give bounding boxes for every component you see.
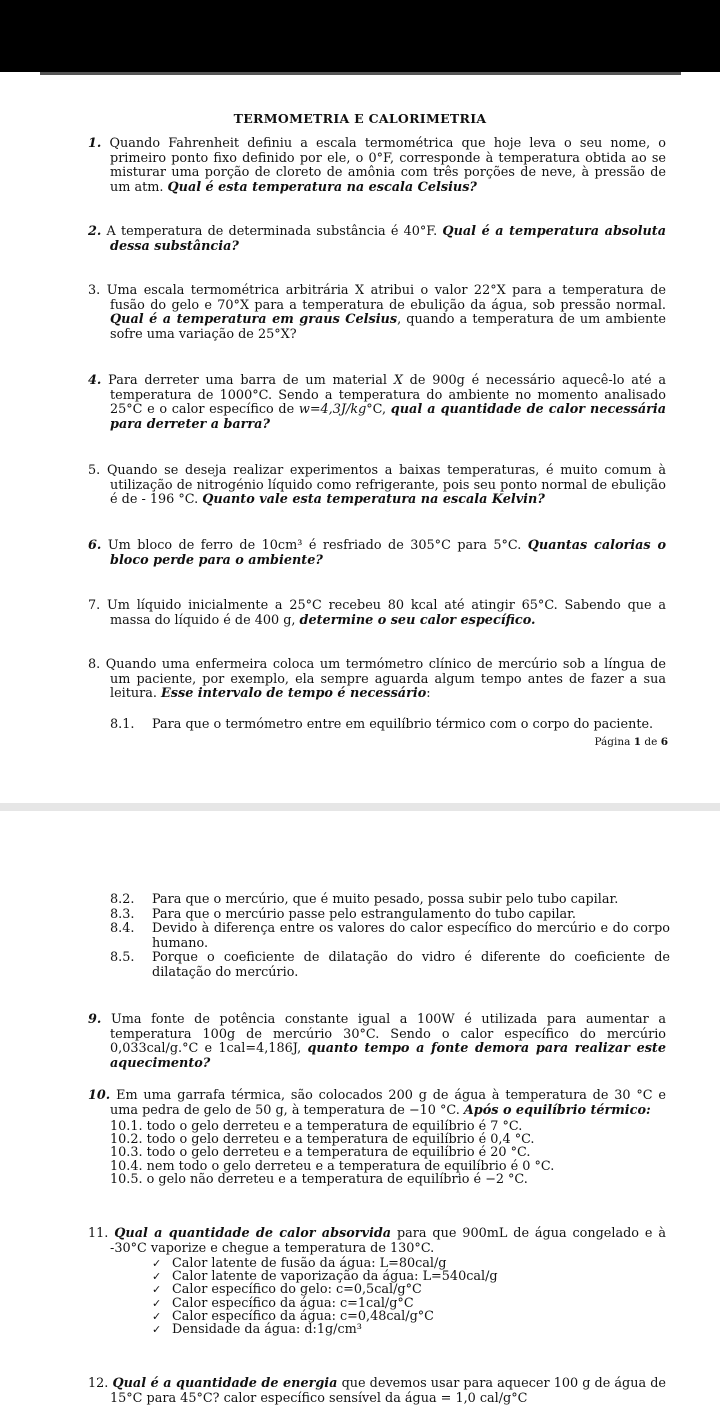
footer-label: Página xyxy=(594,736,631,748)
question-prompt: qual a quantidade de calor necessária para derreter a barra? xyxy=(110,402,667,432)
question-prompt: Qual é esta temperatura na escala Celsius? xyxy=(167,179,477,195)
question-prompt: Esse intervalo de tempo é necessário xyxy=(161,686,427,702)
question-number: 10. xyxy=(88,1088,111,1103)
list-item xyxy=(110,951,670,980)
question-text: Quando uma enfermeira coloca um termómetro clínico de mercúrio sob a língua de um paciente, por exemplo, ela sempre aguarda algum tempo antes de fazer a sua leitura. xyxy=(105,657,666,702)
question-text: para que 900mL de água congelado e à -30°C vaporize e chegue a temperatura de 130°C. xyxy=(110,1226,666,1256)
question-text: Em uma garrafa térmica, são colocados 200 g de água à temperatura de 30 °C e uma pedra de gelo de 50 g, à temperatura de −10 °C. xyxy=(110,1088,666,1118)
question-8 xyxy=(88,658,666,702)
question-number: 9. xyxy=(88,1012,102,1027)
question-colon: : xyxy=(426,686,431,702)
question-prompt: determine o seu calor específico. xyxy=(299,612,536,628)
question-prompt: Qual é a temperatura em graus Celsius xyxy=(110,312,398,328)
document-page-2 xyxy=(0,811,720,1427)
option-text: Para que o termómetro entre em equilíbrio térmico com o corpo do paciente. xyxy=(152,717,654,732)
list-item: 10.1. todo o gelo derreteu e a temperatura de equilíbrio é 7 °C. xyxy=(110,1119,523,1134)
option-number: 8.5. xyxy=(110,950,135,966)
footer-of: de xyxy=(644,736,658,748)
page-footer xyxy=(594,736,668,748)
list-item xyxy=(110,908,670,923)
list-item: 10.3. todo o gelo derreteu e a temperatura de equilíbrio é 20 °C. xyxy=(110,1145,531,1161)
list-item: 10.5. o gelo não derreteu e a temperatura de equilíbrio é −2 °C. xyxy=(110,1171,528,1187)
list-item: ✓ Calor latente de vaporização da água: L=540cal/g xyxy=(152,1270,632,1283)
question-text: A temperatura de determinada substância é 40°F. xyxy=(106,224,438,239)
list-item: ✓ Calor específico da água: c=1cal/g°C xyxy=(152,1297,632,1310)
question-9 xyxy=(88,1013,666,1071)
question-text: Quando Fahrenheit definiu a escala termométrica que hoje leva o seu nome, o primeiro ponto fixo definido por ele, o 0°F, corresponde à temperatura obtida ao se misturar uma porção de cloreto de amônia com três porções de neve, à pressão de um atm. xyxy=(109,136,666,195)
material-variable: X xyxy=(393,373,403,388)
question-prompt: Qual é a temperatura absoluta dessa substância? xyxy=(110,224,666,254)
question-4 xyxy=(88,374,666,432)
option-text: Porque o coeficiente de dilatação do vidro é diferente do coeficiente de dilatação do mercúrio. xyxy=(152,950,670,980)
question-prompt: Após o equilíbrio térmico: xyxy=(463,1102,651,1118)
question-text: que devemos usar para aquecer 100 g de água de 15°C para 45°C? calor específico sensível da água = 1,0 cal/g°C xyxy=(110,1376,666,1406)
specific-heat-unit: °C, xyxy=(366,402,387,418)
question-number: 5. xyxy=(88,463,101,478)
question-prompt: Qual a quantidade de calor absorvida xyxy=(114,1226,392,1241)
question-prompt: Quanto vale esta temperatura na escala Kelvin? xyxy=(202,492,545,508)
document-title: TERMOMETRIA E CALORIMETRIA xyxy=(233,111,487,126)
question-10 xyxy=(88,1089,666,1118)
question-text-continued: , quando a temperatura de um ambiente sofre uma variação de 25°X? xyxy=(110,312,666,342)
question-2 xyxy=(88,225,666,254)
question-number: 6. xyxy=(88,538,102,553)
list-item: ✓ Calor específico da água: c=0,48cal/g°C xyxy=(152,1310,632,1323)
question-12 xyxy=(88,1377,666,1406)
list-item: 10.2. todo o gelo derreteu e a temperatura de equilíbrio é 0,4 °C. xyxy=(110,1132,535,1148)
question-1 xyxy=(88,137,666,195)
question-text: Para derreter uma barra de um material xyxy=(108,373,387,388)
question-text-continued: de 900g é necessário aquecê-lo até a temperatura de 1000°C. Sendo a temperatura do ambiente no momento analisado 25°C e o calor específico de xyxy=(110,373,667,418)
option-text: Devido à diferença entre os valores do calor específico do mercúrio e do corpo humano. xyxy=(152,921,670,951)
question-number: 7. xyxy=(88,598,101,613)
option-number: 8.1. xyxy=(110,717,135,732)
question-5 xyxy=(88,464,666,508)
footer-page: 1 xyxy=(633,736,642,748)
question-3 xyxy=(88,284,666,342)
question-11 xyxy=(88,1227,666,1256)
list-item: ✓ Calor específico do gelo: c=0,5cal/g°C xyxy=(152,1283,632,1296)
question-text: Uma escala termométrica arbitrária X atribui o valor 22°X para a temperatura de fusão do gelo e 70°X para a temperatura de ebulição da água, sob pressão normal. xyxy=(106,283,666,313)
option-number: 8.3. xyxy=(110,906,135,922)
question-8-options-page-2 xyxy=(110,893,670,981)
list-item xyxy=(110,718,670,733)
question-prompt: quanto tempo a fonte demora para realizar este aquecimento? xyxy=(110,1041,666,1071)
question-6 xyxy=(88,539,666,568)
footer-total: 6 xyxy=(660,736,668,748)
question-prompt: Qual é a quantidade de energia xyxy=(112,1376,338,1391)
document-page-1 xyxy=(0,75,720,803)
question-10-options xyxy=(110,1120,670,1186)
page-separator xyxy=(0,803,720,811)
question-text: Um líquido inicialmente a 25°C recebeu 80 kcal até atingir 65°C. Sabendo que a massa do líquido é de 400 g, xyxy=(107,598,666,628)
option-text: Para que o mercúrio, que é muito pesado, possa subir pelo tubo capilar. xyxy=(152,892,619,907)
list-item: ✓ Densidade da água: d:1g/cm³ xyxy=(152,1323,632,1336)
question-text: Um bloco de ferro de 10cm³ é resfriado de 305°C para 5°C. xyxy=(107,538,522,553)
question-number: 4. xyxy=(88,373,102,388)
list-item xyxy=(110,922,670,951)
question-number: 3. xyxy=(88,283,101,298)
specific-heat-value: w=4,3J/kg xyxy=(298,402,367,418)
option-number: 8.4. xyxy=(110,921,135,937)
question-number: 8. xyxy=(88,657,101,672)
question-text: Quando se deseja realizar experimentos a baixas temperaturas, é muito comum à utilização de nitrogénio líquido como refrigerante, pois seu ponto normal de ebulição é de - 196 °C. xyxy=(106,463,666,508)
question-number: 1. xyxy=(88,136,102,151)
question-prompt: Quantas calorias o bloco perde para o ambiente? xyxy=(110,538,667,568)
list-item xyxy=(110,893,670,908)
list-item: ✓ Calor latente de fusão da água: L=80cal/g xyxy=(152,1257,632,1270)
top-bar xyxy=(0,0,720,72)
question-11-data-list xyxy=(152,1257,632,1336)
question-8-options-page-1 xyxy=(110,718,670,733)
question-text: Uma fonte de potência constante igual a 100W é utilizada para aumentar a temperatura 100g de mercúrio 30°C. Sendo o calor específico do mercúrio 0,033cal/g.°C e 1cal=4,186J, xyxy=(110,1012,667,1057)
question-number: 12. xyxy=(88,1376,109,1391)
option-number: 8.2. xyxy=(110,892,135,907)
question-7 xyxy=(88,599,666,628)
option-text: Para que o mercúrio passe pelo estrangulamento do tubo capilar. xyxy=(152,906,576,922)
question-number: 11. xyxy=(88,1226,109,1241)
question-number: 2. xyxy=(88,224,102,239)
list-item: 10.4. nem todo o gelo derreteu e a temperatura de equilíbrio é 0 °C. xyxy=(110,1158,555,1174)
